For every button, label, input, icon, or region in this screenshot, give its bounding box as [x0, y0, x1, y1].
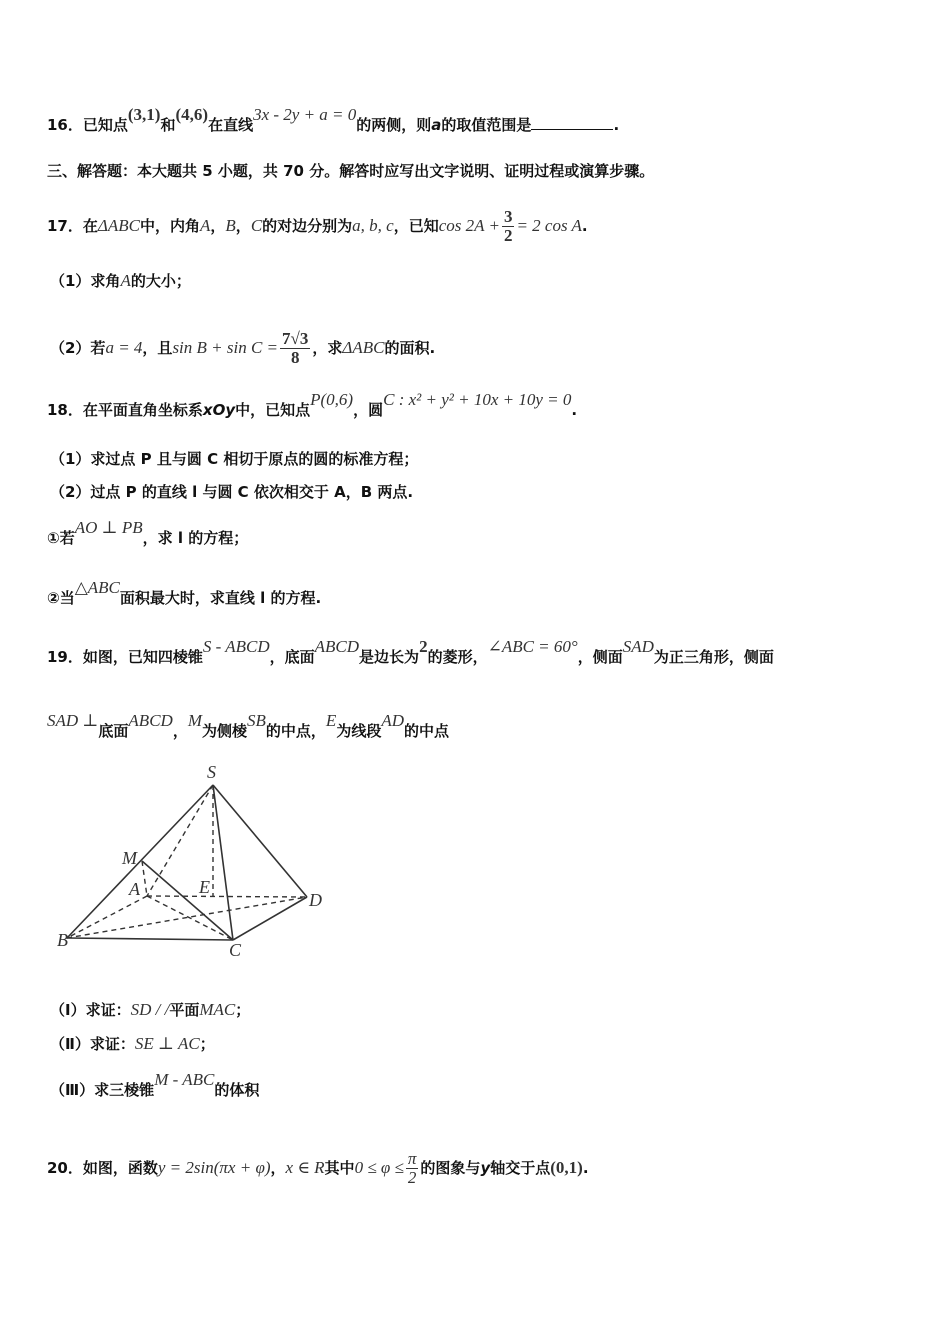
question-18: 18．在平面直角坐标系xOy中，已知点P(0,6)，圆C : x² + y² + 10x + 10y = 0.	[47, 390, 578, 419]
edge-SD	[213, 785, 307, 897]
label-A: A	[129, 879, 140, 899]
q16-number: 16．	[47, 116, 83, 134]
edge-SC	[213, 785, 233, 940]
q19-number: 19．	[47, 648, 83, 666]
q19-part-i: （Ⅰ）求证：SD / /平面MAC；	[50, 1000, 251, 1019]
label-D: D	[309, 890, 322, 910]
question-19: 19．如图，已知四棱锥S - ABCD，底面ABCD是边长为2的菱形，∠ABC = 60°，侧面SAD为正三角形，侧面	[47, 637, 774, 666]
label-C: C	[229, 940, 242, 960]
q20-number: 20．	[47, 1159, 83, 1177]
q18-part-2: （2）过点 P 的直线 l 与圆 C 依次相交于 A，B 两点.	[50, 483, 414, 501]
label-E: E	[199, 877, 210, 897]
q19-line-2: SAD ⊥底面ABCD，M为侧棱SB的中点，E为线段AD的中点	[47, 711, 450, 740]
edge-SB	[67, 785, 213, 938]
fraction: $\frac{\pi}{2}$	[407, 1149, 417, 1187]
q17-part-2: （2）若a = 4，且sin B + sin C = $\frac{7√3}{8}$ ，求ΔABC的面积.	[50, 329, 436, 367]
q18-sub-1: ①若AO ⊥ PB，求 l 的方程；	[47, 518, 249, 547]
section-3-header: 三、解答题：本大题共 5 小题，共 70 分。解答时应写出文字说明、证明过程或演算步骤。	[47, 162, 655, 180]
q19-part-iii: （Ⅲ）求三棱锥M - ABC的体积	[50, 1070, 260, 1099]
q16-point-1: (3,1)	[127, 105, 161, 124]
label-S: S	[207, 762, 216, 782]
q19-part-ii: （Ⅱ）求证：SE ⊥ AC；	[50, 1034, 215, 1053]
edge-MA	[142, 861, 147, 896]
q18-part-1: （1）求过点 P 且与圆 C 相切于原点的圆的标准方程；	[50, 450, 419, 468]
q17-part-1: （1）求角A的大小；	[50, 271, 191, 290]
label-B: B	[57, 930, 68, 950]
question-16: 16．已知点(3,1)和(4,6)在直线3x - 2y + a = 0的两侧，则a的取值范围是 .	[47, 105, 620, 134]
q16-line-equation: 3x - 2y + a = 0	[253, 105, 357, 124]
q18-sub-2: ②当△ABC面积最大时，求直线 l 的方程.	[47, 578, 322, 607]
fraction: $\frac{3}{2}$	[503, 207, 513, 245]
q18-number: 18．	[47, 401, 83, 419]
q17-number: 17．	[47, 217, 83, 235]
pyramid-diagram	[55, 760, 335, 960]
question-17: 17．在ΔABC中，内角A，B，C的对边分别为a, b, c，已知cos 2A + $\frac{3}{2}$ = 2 cos A.	[47, 207, 588, 245]
edge-CD	[233, 897, 307, 940]
fraction: $\frac{7√3}{8}$	[282, 329, 309, 367]
edge-BC	[67, 938, 233, 940]
label-M: M	[122, 848, 137, 868]
q16-point-2: (4,6)	[175, 105, 209, 124]
answer-blank	[531, 115, 613, 130]
question-20: 20．如图，函数y = 2sin(πx + φ)，x ∈ R其中0 ≤ φ ≤ $\frac{\pi}{2}$ 的图象与y轴交于点(0,1).	[47, 1149, 589, 1187]
circle-equation: C : x² + y² + 10x + 10y = 0	[383, 390, 572, 409]
